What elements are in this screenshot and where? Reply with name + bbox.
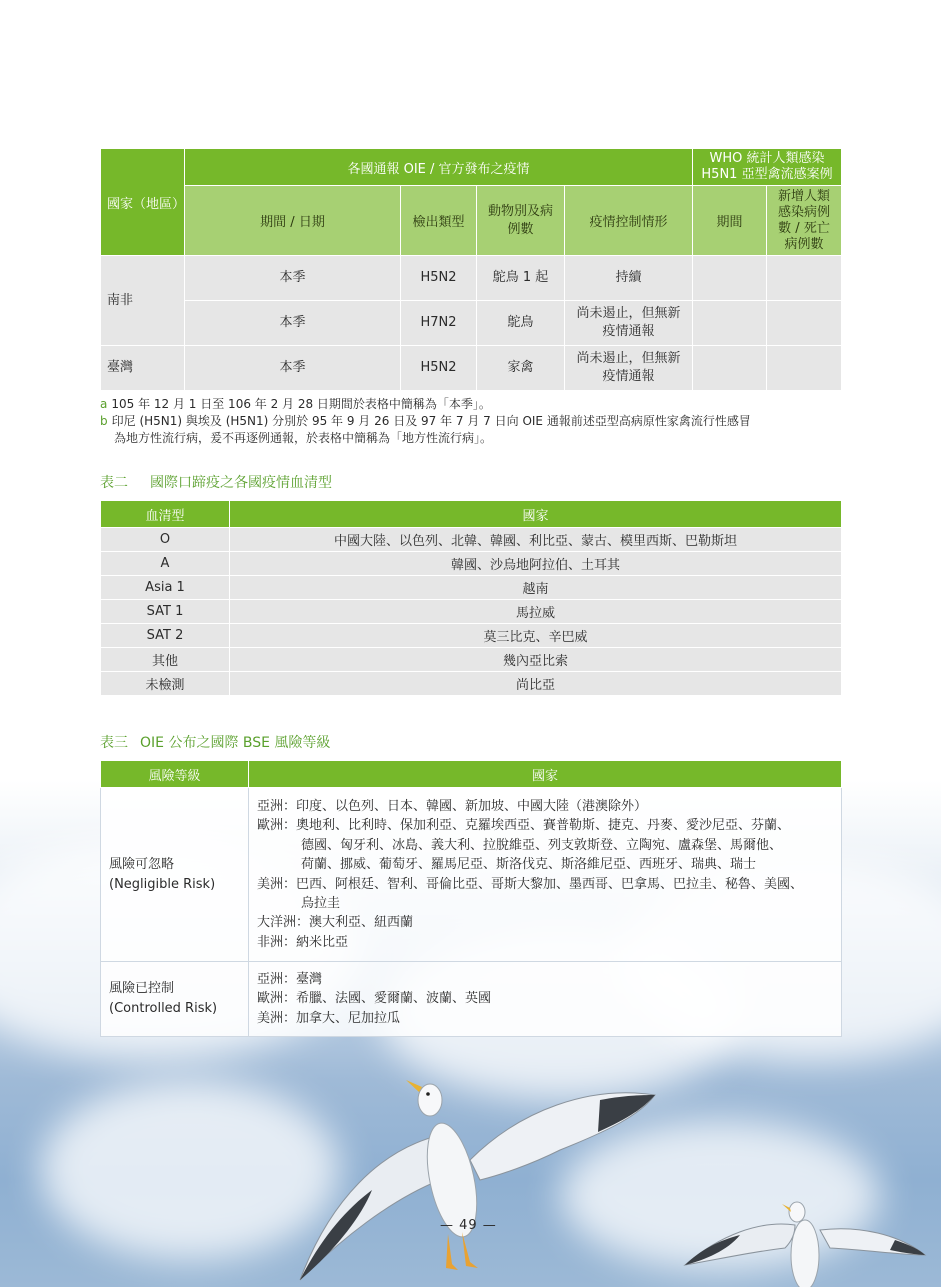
row-who-period xyxy=(693,346,767,391)
table-row xyxy=(101,256,842,301)
countries-cell: 韓國、沙烏地阿拉伯、土耳其 xyxy=(230,552,842,576)
seagulls-illustration xyxy=(0,1040,941,1287)
risk-level-negligible: 風險可忽略 (Negligible Risk) xyxy=(101,788,249,962)
serotype-cell: SAT 2 xyxy=(101,624,230,648)
row-period: 本季 xyxy=(185,256,401,301)
header-country: 國家（地區） xyxy=(101,149,185,256)
serotype-cell: 未檢測 xyxy=(101,672,230,696)
risk-level-controlled: 風險已控制 (Controlled Risk) xyxy=(101,962,249,1037)
table-footnotes xyxy=(100,396,841,447)
footnote-b: b 印尼 (H5N1) 與埃及 (H5N1) 分別於 95 年 9 月 26 日及 97 年 7 月 7 日向 OIE 通報前述亞型高病原性家禽流行性感冒 xyxy=(100,414,751,428)
row-country: 南非 xyxy=(101,256,185,346)
table-row xyxy=(101,528,842,552)
header-country: 國家 xyxy=(230,501,842,528)
row-who-cases xyxy=(767,256,842,301)
serotype-cell: 其他 xyxy=(101,648,230,672)
table-row xyxy=(101,301,842,346)
row-control: 尚未遏止，但無新 疫情通報 xyxy=(565,346,693,391)
row-animal: 鴕鳥 1 起 xyxy=(477,256,565,301)
row-who-cases xyxy=(767,346,842,391)
header-oie-group: 各國通報 OIE / 官方發布之疫情 xyxy=(185,149,693,186)
table-row xyxy=(101,672,842,696)
row-who-period xyxy=(693,301,767,346)
row-period: 本季 xyxy=(185,346,401,391)
bse-risk-table xyxy=(100,760,842,1037)
serotype-cell: O xyxy=(101,528,230,552)
page-number: — 49 — xyxy=(440,1218,497,1233)
countries-cell: 中國大陸、以色列、北韓、韓國、利比亞、蒙古、模里西斯、巴勒斯坦 xyxy=(230,528,842,552)
table-row xyxy=(101,576,842,600)
table-row xyxy=(101,648,842,672)
header-period-date: 期間 / 日期 xyxy=(185,186,401,256)
table-row xyxy=(101,346,842,391)
row-control: 持續 xyxy=(565,256,693,301)
header-serotype: 血清型 xyxy=(101,501,230,528)
fmd-serotype-table xyxy=(100,500,842,696)
controlled-countries: 亞洲：臺灣 歐洲：希臘、法國、愛爾蘭、波蘭、英國 美洲：加拿大、尼加拉瓜 xyxy=(249,962,842,1037)
seagull-icon xyxy=(685,1202,925,1287)
row-who-period xyxy=(693,256,767,301)
header-risk-level: 風險等級 xyxy=(101,761,249,788)
footnote-a: a 105 年 12 月 1 日至 106 年 2 月 28 日期間於表格中簡稱為「本季」。 xyxy=(100,397,491,411)
table-row xyxy=(101,962,842,1037)
table-row xyxy=(101,788,842,962)
table3-caption: 表三 OIE 公布之國際 BSE 風險等級 xyxy=(100,735,331,751)
header-who-period: 期間 xyxy=(693,186,767,256)
table-row xyxy=(101,552,842,576)
avian-flu-table xyxy=(100,148,842,391)
footnote-b-cont: 為地方性流行病，爰不再逐例通報，於表格中簡稱為「地方性流行病」。 xyxy=(114,431,493,445)
row-animal: 家禽 xyxy=(477,346,565,391)
header-control: 疫情控制情形 xyxy=(565,186,693,256)
serotype-cell: A xyxy=(101,552,230,576)
row-country: 臺灣 xyxy=(101,346,185,391)
row-type: H5N2 xyxy=(401,346,477,391)
header-country: 國家 xyxy=(249,761,842,788)
header-animal: 動物別及病 例數 xyxy=(477,186,565,256)
countries-cell: 越南 xyxy=(230,576,842,600)
row-period: 本季 xyxy=(185,301,401,346)
seagull-icon xyxy=(300,1080,655,1280)
header-who-group: WHO 統計人類感染 H5N1 亞型禽流感案例 xyxy=(693,149,842,186)
header-who-cases: 新增人類 感染病例 數 / 死亡 病例數 xyxy=(767,186,842,256)
table-row xyxy=(101,600,842,624)
row-who-cases xyxy=(767,301,842,346)
header-type: 檢出類型 xyxy=(401,186,477,256)
row-type: H5N2 xyxy=(401,256,477,301)
negligible-countries: 亞洲：印度、以色列、日本、韓國、新加坡、中國大陸（港澳除外） 歐洲：奧地利、比利時、保加利亞、克羅埃西亞、賽普勒斯、捷克、丹麥、愛沙尼亞、芬蘭、 德國、匈牙利、冰島、義大利、拉脫維亞、列支敦斯登、立陶宛、盧森堡、馬爾他、 荷蘭、挪威、葡萄牙、羅馬尼亞、斯洛伐克、斯洛維尼亞、西班牙、瑞典、瑞士 美洲：巴西、阿根廷、智利、哥倫比亞、哥斯大黎加、墨西哥、巴拿馬、巴拉圭、秘魯、美國、 烏拉圭 大洋洲：澳大利亞、紐西蘭 非洲：納米比亞 xyxy=(249,788,842,962)
row-type: H7N2 xyxy=(401,301,477,346)
countries-cell: 尚比亞 xyxy=(230,672,842,696)
table2-caption: 表二 國際口蹄疫之各國疫情血清型 xyxy=(100,475,332,491)
countries-cell: 馬拉威 xyxy=(230,600,842,624)
row-animal: 鴕鳥 xyxy=(477,301,565,346)
serotype-cell: SAT 1 xyxy=(101,600,230,624)
countries-cell: 莫三比克、辛巴威 xyxy=(230,624,842,648)
table-row xyxy=(101,624,842,648)
row-control: 尚未遏止，但無新 疫情通報 xyxy=(565,301,693,346)
serotype-cell: Asia 1 xyxy=(101,576,230,600)
countries-cell: 幾內亞比索 xyxy=(230,648,842,672)
